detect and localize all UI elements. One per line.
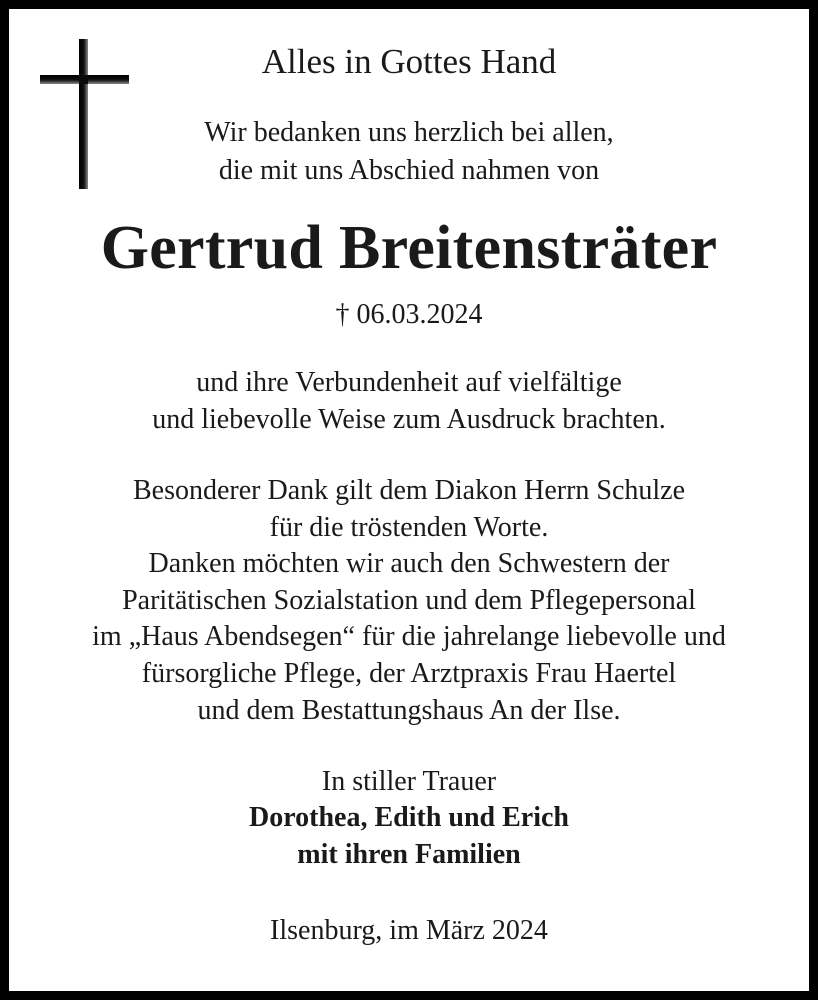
special-thanks-line: Paritätischen Sozialstation und dem Pflegepersonal — [122, 585, 696, 616]
special-thanks-line: und dem Bestattungshaus An der Ilse. — [197, 695, 621, 726]
deceased-name: Gertrud Breitensträter — [100, 214, 718, 282]
special-thanks-line: Danken möchten wir auch den Schwestern der — [148, 548, 670, 579]
intro-line: Wir bedanken uns herzlich bei allen, — [204, 117, 614, 148]
special-thanks-line: im „Haus Abendsegen“ für die jahrelange liebevolle und — [92, 621, 726, 652]
gratitude-line: und liebevolle Weise zum Ausdruck brachten. — [152, 404, 666, 435]
intro-line: die mit uns Abschied nahmen von — [218, 155, 600, 186]
special-thanks-line: für die tröstenden Worte. — [269, 512, 549, 543]
special-thanks-line: fürsorgliche Pflege, der Arztpraxis Frau Haertel — [141, 658, 677, 689]
motto: Alles in Gottes Hand — [261, 42, 557, 81]
place-date: Ilsenburg, im März 2024 — [270, 915, 548, 946]
mourners-names: Dorothea, Edith und Erich — [249, 802, 569, 833]
obituary-notice — [9, 9, 809, 991]
gratitude-line: und ihre Verbundenheit auf vielfältige — [196, 367, 622, 398]
special-thanks-line: Besonderer Dank gilt dem Diakon Herrn Schulze — [132, 475, 686, 506]
mourning-text: In stiller Trauer — [321, 766, 497, 797]
death-date: † 06.03.2024 — [335, 299, 483, 330]
mourners-families: mit ihren Familien — [297, 839, 521, 870]
